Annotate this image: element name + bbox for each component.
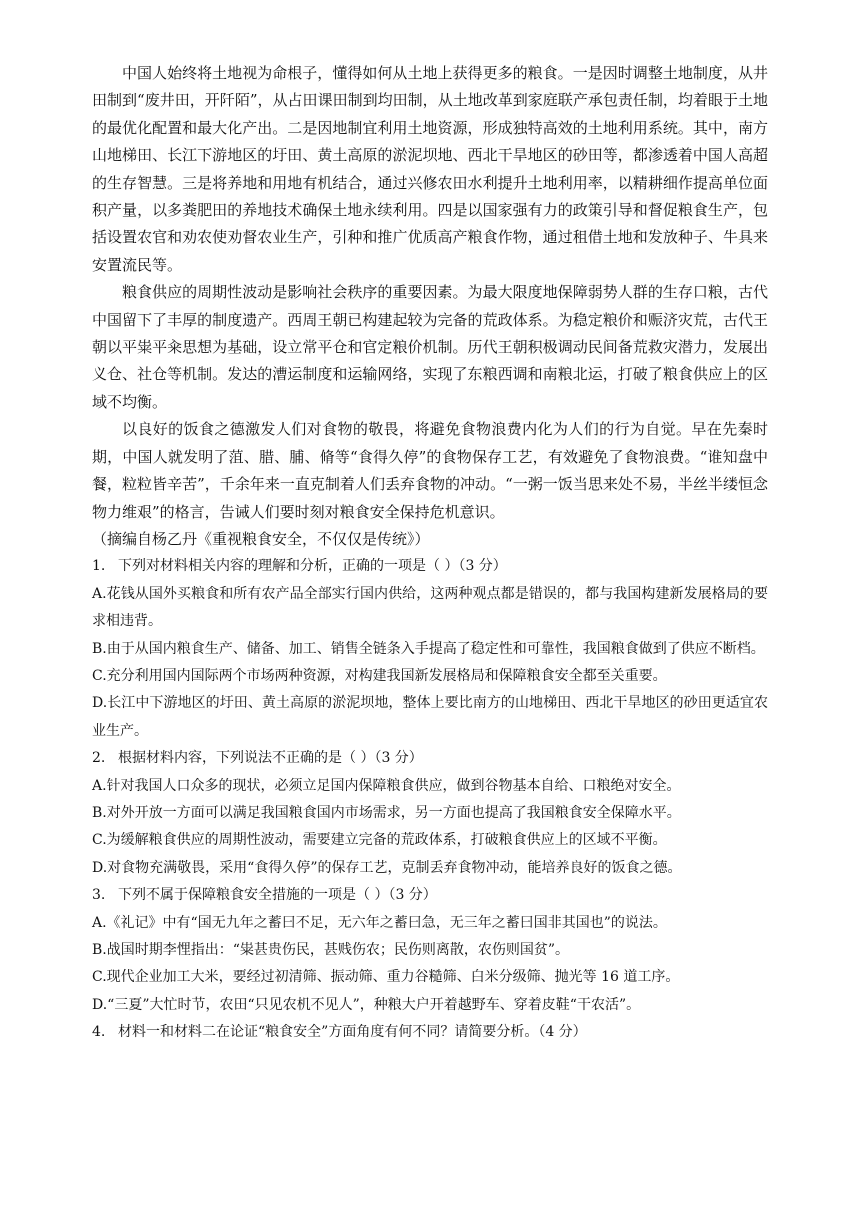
question-text: 材料一和材料二在论证“粮食安全”方面角度有何不同？请简要分析。（4 分）	[118, 1024, 587, 1041]
question-3-option-a: A.《礼记》中有“国无九年之蓄曰不足，无六年之蓄曰急，无三年之蓄曰国非其国也”的说法。	[92, 914, 667, 931]
question-text: 下列不属于保障粮食安全措施的一项是（ ）（3 分）	[118, 887, 437, 904]
passage-paragraph-2: 粮食供应的周期性波动是影响社会秩序的重要因素。为最大限度地保障弱势人群的生存口粮，古代中国留下了丰厚的制度遗产。西周王朝已构建起较为完备的荒政体系。为稳定粮价和赈济灾荒，古代王朝以平粜平籴思想为基础，设立常平仓和官定粮价机制。历代王朝积极调动民间备荒救灾潜力，发展出义仓、社仓等机制。发达的漕运制度和运输网络，实现了东粮西调和南粮北运，打破了粮食供应上的区域不均衡。	[92, 283, 768, 411]
exam-page	[92, 60, 768, 1047]
question-3-option-c: C.现代企业加工大米，要经过初清筛、振动筛、重力谷糙筛、白米分级筛、抛光等 16 道工序。	[92, 969, 680, 986]
question-4	[92, 1019, 768, 1046]
question-1-option-d: D.长江中下游地区的圩田、黄土高原的淤泥坝地，整体上要比南方的山地梯田、西北干旱地区的砂田更适宜农业生产。	[92, 695, 768, 739]
question-text: 根据材料内容，下列说法不正确的是（ ）（3 分）	[118, 750, 423, 767]
passage-paragraph-3: 以良好的饭食之德激发人们对食物的敬畏，将避免食物浪费内化为人们的行为自觉。早在先秦时期，中国人就发明了菹、腊、脯、脩等“食得久停”的食物保存工艺，有效避免了食物浪费。“谁知盘中餐，粒粒皆辛苦”，千余年来一直克制着人们丢弃食物的冲动。“一粥一饭当思来处不易，半丝半缕恒念物力维艰”的格言，告诫人们要时刻对粮食安全保持危机意识。	[92, 420, 768, 521]
question-3-stem	[92, 882, 768, 909]
question-number: 1.	[92, 558, 106, 575]
question-number: 3.	[92, 887, 106, 904]
question-1-option-b: B.由于从国内粮食生产、储备、加工、销售全链条入手提高了稳定性和可靠性，我国粮食做到了供应不断档。	[92, 640, 765, 657]
question-number: 2.	[92, 750, 106, 767]
question-text: 下列对材料相关内容的理解和分析，正确的一项是（ ）（3 分）	[118, 558, 507, 575]
question-3-option-d: D.“三夏”大忙时节，农田“只见农机不见人”，种粮大户开着越野车、穿着皮鞋“干农活”。	[92, 996, 641, 1013]
question-2-option-c: C.为缓解粮食供应的周期性波动，需要建立完备的荒政体系，打破粮食供应上的区域不平衡。	[92, 832, 667, 849]
question-number: 4.	[92, 1024, 106, 1041]
question-3	[92, 882, 768, 1019]
question-2-option-a: A.针对我国人口众多的现状，必须立足国内保障粮食供应，做到谷物基本自给、口粮绝对安全。	[92, 777, 681, 794]
question-1	[92, 553, 768, 745]
question-4-stem	[92, 1019, 768, 1046]
question-3-option-b: B.战国时期李悝指出：“粜甚贵伤民，甚贱伤农；民伤则离散，农伤则国贫”。	[92, 942, 570, 958]
question-1-stem	[92, 553, 768, 580]
question-2-option-b: B.对外开放一方面可以满足我国粮食国内市场需求，另一方面也提高了我国粮食安全保障水平。	[92, 804, 681, 821]
passage-source: （摘编自杨乙丹《重视粮食安全，不仅仅是传统》）	[92, 529, 430, 548]
passage-paragraph-1: 中国人始终将土地视为命根子，懂得如何从土地上获得更多的粮食。一是因时调整土地制度，从井田制到“废井田，开阡陌”，从占田课田制到均田制，从土地改革到家庭联产承包责任制，均着眼于土地的最优化配置和最大化产出。二是因地制宜利用土地资源，形成独特高效的土地利用系统。其中，南方山地梯田、长江下游地区的圩田、黄土高原的淤泥坝地、西北干旱地区的砂田等，都渗透着中国人高超的生存智慧。三是将养地和用地有机结合，通过兴修农田水利提升土地利用率，以精耕细作提高单位面积产量，以多粪肥田的养地技术确保土地永续利用。四是以国家强有力的政策引导和督促粮食生产，包括设置农官和劝农使劝督农业生产，引种和推广优质高产粮食作物，通过租借土地和发放种子、牛具来安置流民等。	[92, 64, 768, 274]
question-1-option-c: C.充分利用国内国际两个市场两种资源，对构建我国新发展格局和保障粮食安全都至关重要。	[92, 667, 667, 684]
question-list	[92, 553, 768, 1046]
question-2-option-d: D.对食物充满敬畏，采用“食得久停”的保存工艺，克制丢弃食物冲动，能培养良好的饭食之德。	[92, 859, 682, 876]
reading-passage	[92, 60, 768, 553]
question-1-option-a: A.花钱从国外买粮食和所有农产品全部实行国内供给，这两种观点都是错误的，都与我国构建新发展格局的要求相违背。	[92, 585, 768, 630]
question-2	[92, 745, 768, 882]
question-2-stem	[92, 745, 768, 772]
